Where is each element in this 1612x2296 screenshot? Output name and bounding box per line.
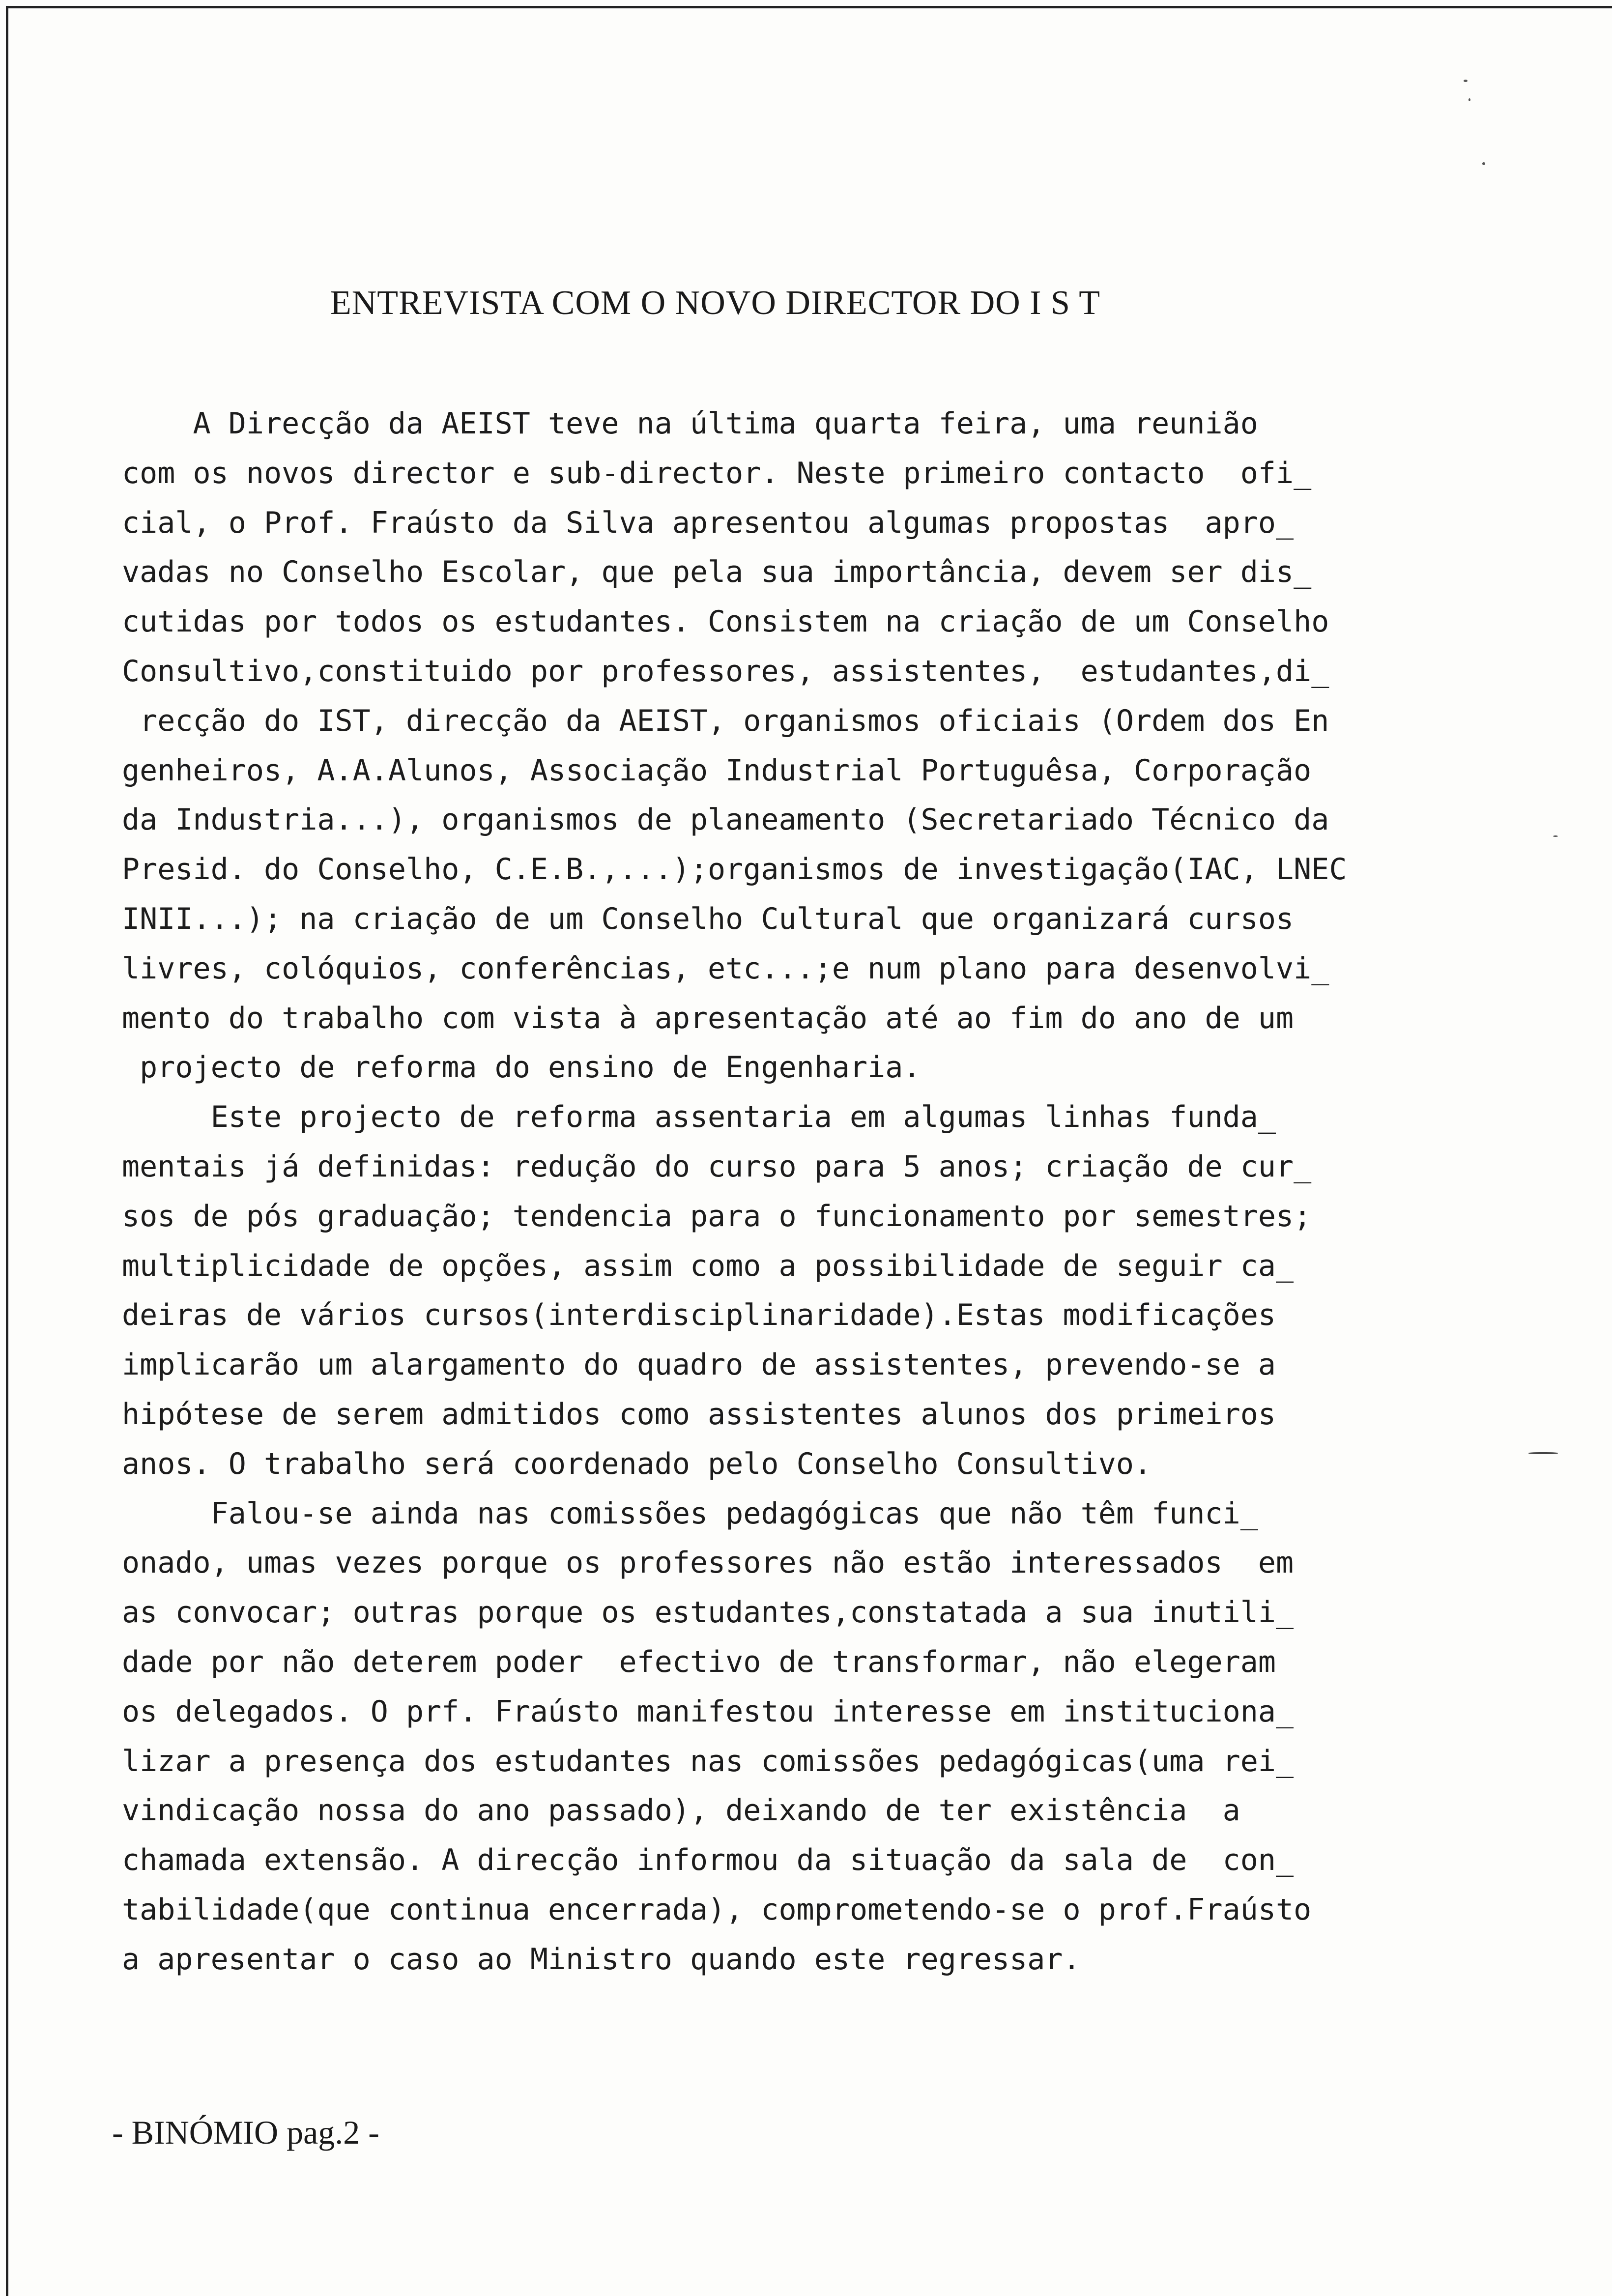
scan-speck xyxy=(1468,98,1470,101)
text-line: tabilidade(que continua encerrada), comprometendo-se o prof.Fraústo xyxy=(122,1892,1312,1927)
page-top-edge xyxy=(6,6,1612,8)
text-line: livres, colóquios, conferências, etc...;e num plano para desenvolvi_ xyxy=(122,951,1329,986)
text-line: com os novos director e sub-director. Neste primeiro contacto ofi_ xyxy=(122,456,1312,490)
text-line: multiplicidade de opções, assim como a possibilidade de seguir ca_ xyxy=(122,1248,1294,1283)
text-line: sos de pós graduação; tendencia para o funcionamento por semestres; xyxy=(122,1199,1312,1234)
text-line: as convocar; outras porque os estudantes,constatada a sua inutili_ xyxy=(122,1595,1294,1630)
text-line: Falou-se ainda nas comissões pedagógicas que não têm funci_ xyxy=(122,1496,1258,1531)
text-line: projecto de reforma do ensino de Engenharia. xyxy=(122,1050,921,1085)
text-line: a apresentar o caso ao Ministro quando este regressar. xyxy=(122,1942,1081,1977)
article-title: ENTREVISTA COM O NOVO DIRECTOR DO I S T xyxy=(330,284,1100,322)
scan-speck xyxy=(1528,1452,1558,1454)
text-line: dade por não deterem poder efectivo de transformar, não elegeram xyxy=(122,1644,1276,1679)
text-line: mento do trabalho com vista à apresentação até ao fim do ano de um xyxy=(122,1001,1294,1035)
text-line: INII...); na criação de um Conselho Cultural que organizará cursos xyxy=(122,901,1294,936)
text-line: recção do IST, direcção da AEIST, organismos oficiais (Ordem dos En xyxy=(122,703,1329,738)
text-line: Este projecto de reforma assentaria em algumas linhas funda_ xyxy=(122,1100,1276,1135)
text-line: lizar a presença dos estudantes nas comissões pedagógicas(uma rei_ xyxy=(122,1744,1294,1779)
scan-speck xyxy=(1464,80,1468,82)
text-line: Consultivo,constituido por professores, assistentes, estudantes,di_ xyxy=(122,654,1329,689)
text-line: hipótese de serem admitidos como assistentes alunos dos primeiros xyxy=(122,1397,1276,1432)
text-line: cial, o Prof. Fraústo da Silva apresentou algumas propostas apro_ xyxy=(122,505,1294,540)
text-line: anos. O trabalho será coordenado pelo Conselho Consultivo. xyxy=(122,1446,1152,1481)
text-line: mentais já definidas: redução do curso para 5 anos; criação de cur_ xyxy=(122,1149,1312,1184)
text-line: implicarão um alargamento do quadro de assistentes, prevendo-se a xyxy=(122,1348,1276,1382)
page-footer: - BINÓMIO pag.2 - xyxy=(112,2114,379,2151)
text-line: os delegados. O prf. Fraústo manifestou interesse em instituciona_ xyxy=(122,1694,1294,1729)
scan-speck xyxy=(1553,835,1558,837)
text-line: cutidas por todos os estudantes. Consistem na criação de um Conselho xyxy=(122,604,1329,639)
text-line: onado, umas vezes porque os professores não estão interessados em xyxy=(122,1546,1294,1580)
text-line: vindicação nossa do ano passado), deixando de ter existência a xyxy=(122,1793,1240,1828)
text-line: A Direcção da AEIST teve na última quarta feira, uma reunião xyxy=(122,406,1258,441)
scan-speck xyxy=(1482,162,1485,165)
text-line: Presid. do Conselho, C.E.B.,...);organismos de investigação(IAC, LNEC xyxy=(122,852,1347,887)
text-line: genheiros, A.A.Alunos, Associação Industrial Portuguêsa, Corporação xyxy=(122,753,1312,788)
article-body xyxy=(122,399,1498,1984)
text-line: deiras de vários cursos(interdisciplinaridade).Estas modificações xyxy=(122,1298,1276,1333)
text-line: vadas no Conselho Escolar, que pela sua importância, devem ser dis_ xyxy=(122,555,1312,590)
text-line: da Industria...), organismos de planeamento (Secretariado Técnico da xyxy=(122,803,1329,837)
page-left-edge xyxy=(6,6,8,2296)
text-line: chamada extensão. A direcção informou da situação da sala de con_ xyxy=(122,1843,1294,1878)
